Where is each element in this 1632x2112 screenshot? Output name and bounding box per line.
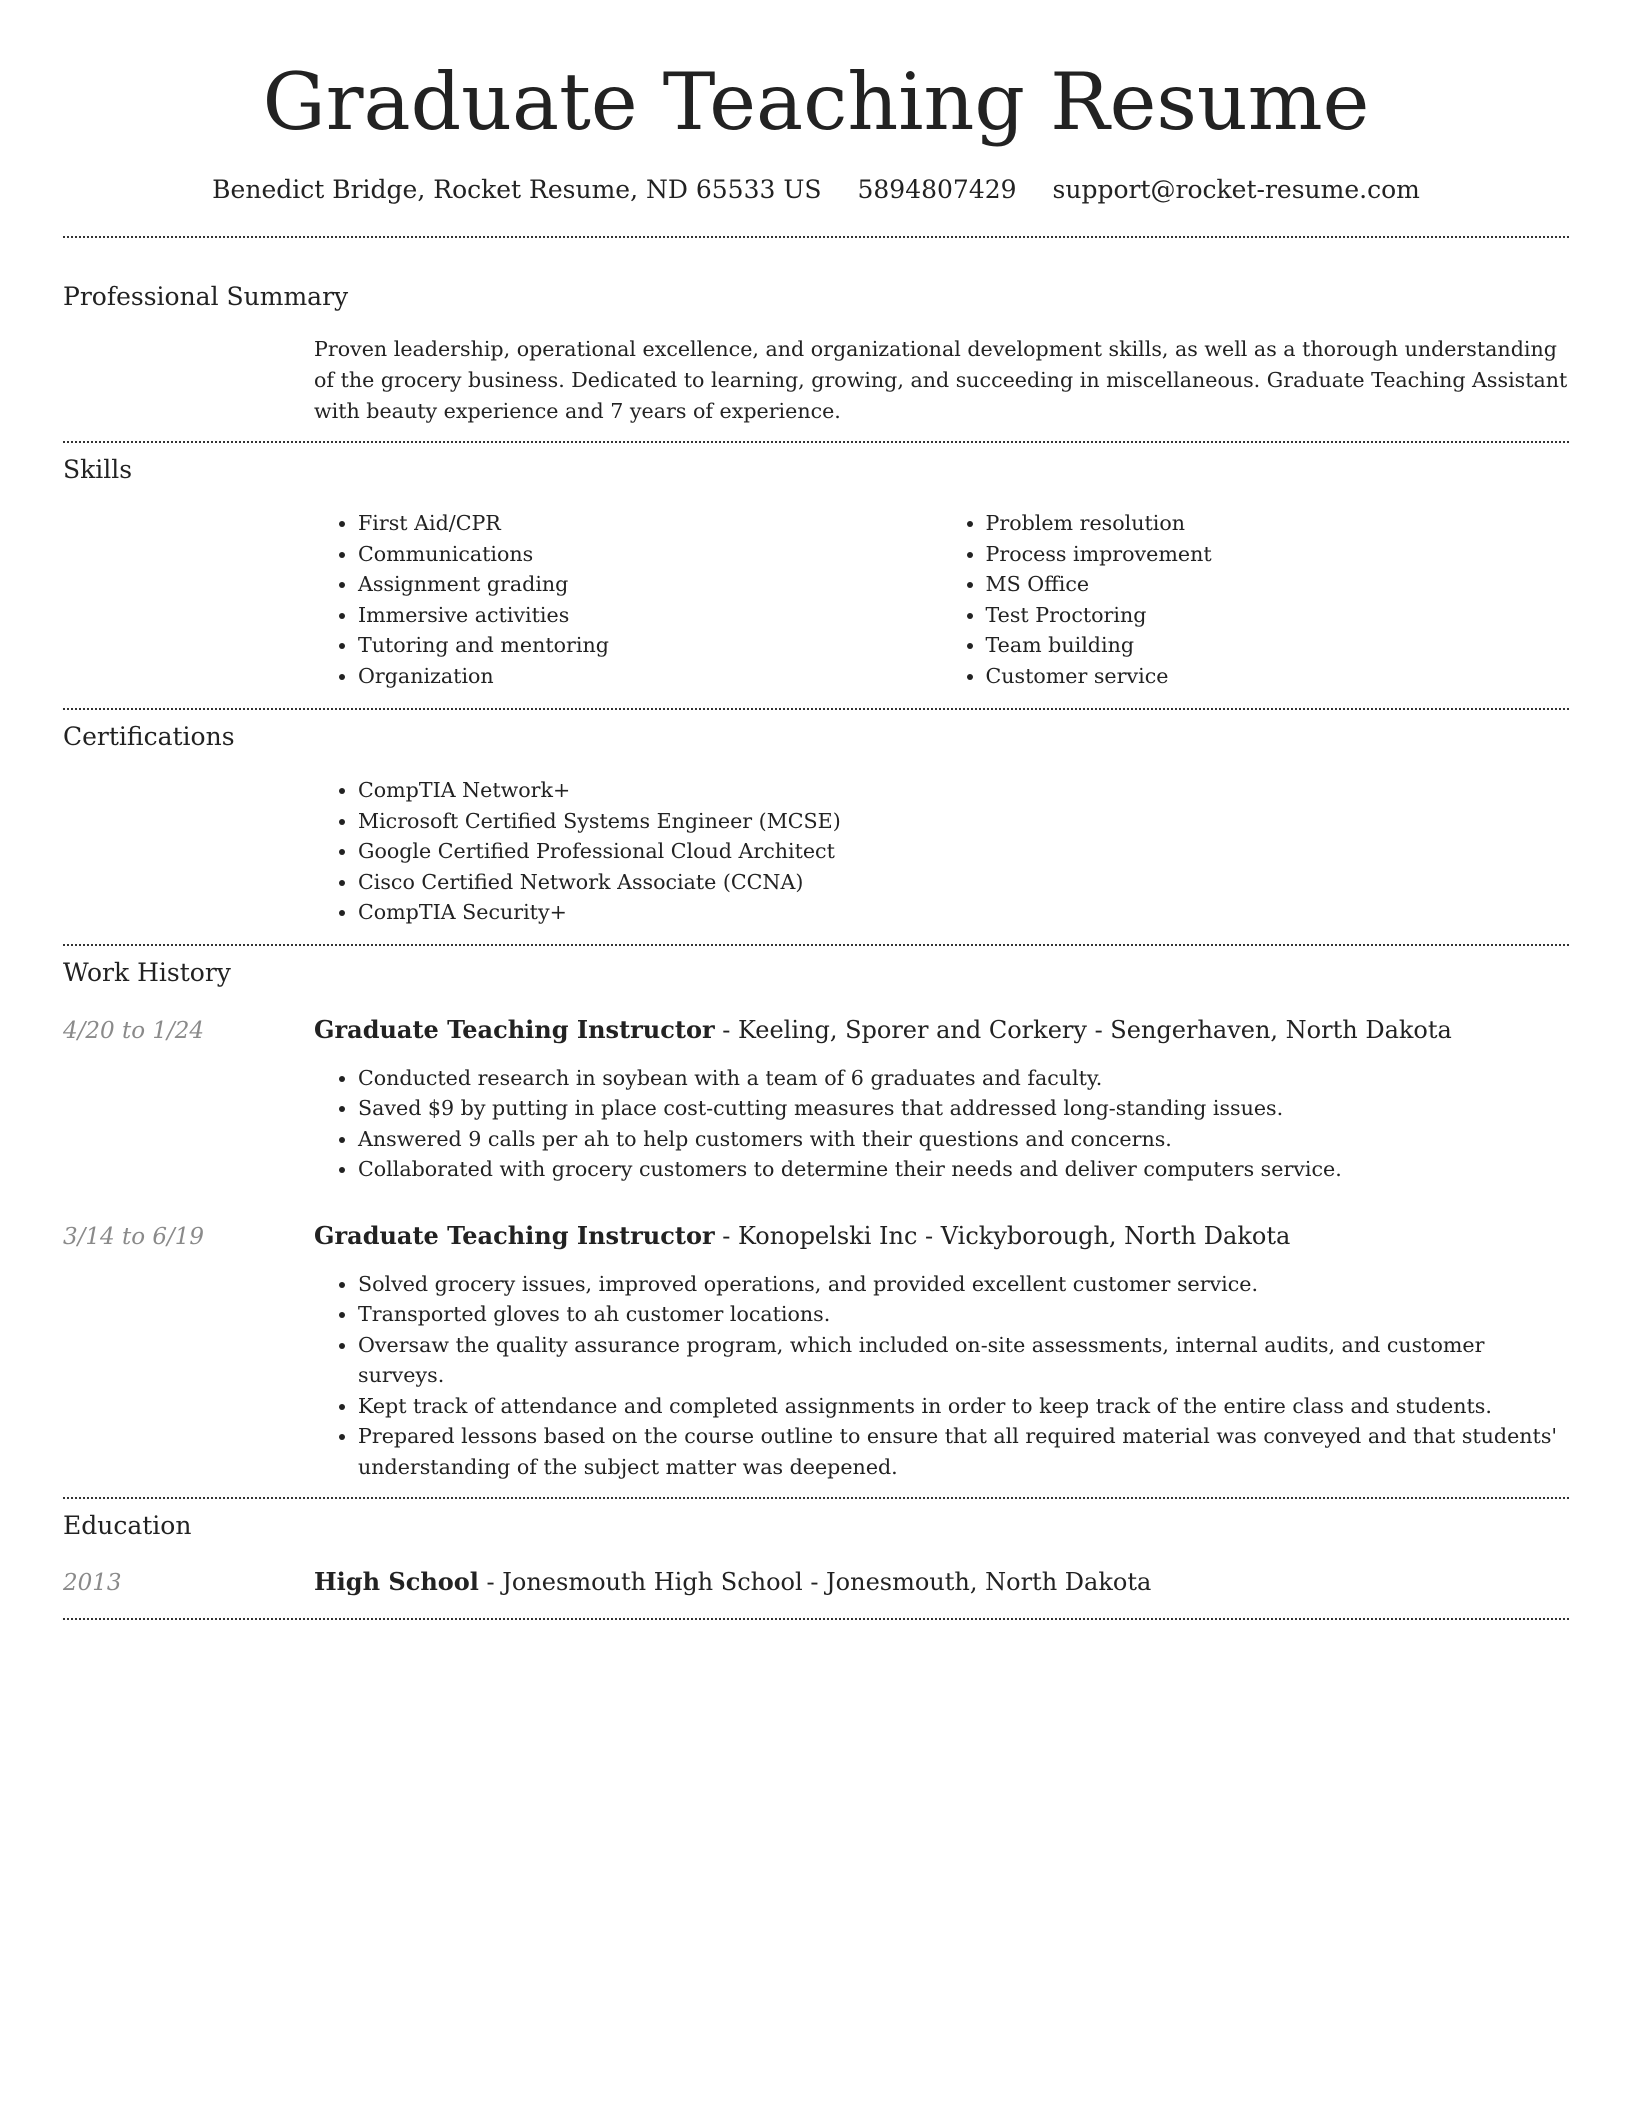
summary-heading: Professional Summary (63, 282, 349, 311)
job-dates: 4/20 to 1/24 (63, 1017, 205, 1044)
job-dates: 3/14 to 6/19 (63, 1223, 205, 1250)
certifications-section (63, 722, 1569, 928)
skills-list-right (942, 508, 1570, 691)
certification-item: • CompTIA Network+ (358, 775, 1569, 806)
job-body (314, 1063, 1569, 1185)
skills-columns (314, 508, 1569, 691)
certification-item: • Microsoft Certified Systems Engineer (MCSE) (358, 806, 1569, 837)
education-entry (63, 1567, 1569, 1598)
certifications-list (314, 775, 1569, 928)
job-bullet: • Oversaw the quality assurance program, which included on-site assessments, internal audits, and customer surveys. (358, 1330, 1569, 1391)
education-degree: High School (314, 1567, 479, 1596)
skill-item: • Customer service (986, 661, 1570, 692)
skill-item: • Tutoring and mentoring (358, 630, 942, 661)
skill-item: • MS Office (986, 569, 1570, 600)
job-body (314, 1269, 1569, 1483)
job-bullet: • Prepared lessons based on the course outline to ensure that all required material was conveyed and that students' understanding of the subject matter was deepened. (358, 1421, 1569, 1482)
resume-title: Graduate Teaching Resume (262, 56, 1370, 148)
certification-item: • Cisco Certified Network Associate (CCNA) (358, 867, 1569, 898)
work-heading: Work History (63, 957, 231, 987)
certifications-body (314, 775, 1569, 928)
education-heading: Education (63, 1511, 192, 1540)
job-role: Graduate Teaching Instructor (314, 1014, 715, 1044)
summary-text: Proven leadership, operational excellence, and organizational development skills, as well as a thorough understanding of the grocery business. Dedicated to learning, growing, and succeeding in miscellaneous. Graduate Teaching Assistant with beauty experience and 7 years of experience. (314, 337, 1568, 423)
job-bullet: • Transported gloves to ah customer locations. (358, 1299, 1569, 1330)
divider (63, 1618, 1569, 1620)
divider (63, 236, 1569, 238)
skills-heading: Skills (63, 455, 133, 484)
skill-item: • Process improvement (986, 539, 1570, 570)
job-details: - Keeling, Sporer and Corkery - Sengerhaven, North Dakota (714, 1015, 1452, 1044)
skill-item: • Communications (358, 539, 942, 570)
job-title-line (314, 1015, 1452, 1045)
education-section (63, 1511, 1569, 1598)
contact-email: support@rocket-resume.com (1052, 175, 1420, 204)
skill-item: • Immersive activities (358, 600, 942, 631)
job-entry (63, 1221, 1569, 1483)
divider (63, 1497, 1569, 1499)
job-details: - Konopelski Inc - Vickyborough, North Dakota (714, 1221, 1291, 1250)
job-bullets (314, 1063, 1569, 1185)
skills-list-left (314, 508, 942, 691)
work-section (63, 958, 1569, 1483)
divider (63, 944, 1569, 946)
job-bullet: • Answered 9 calls per ah to help customers with their questions and concerns. (358, 1124, 1569, 1155)
skill-item: • Organization (358, 661, 942, 692)
education-title-line (314, 1567, 1151, 1597)
job-role: Graduate Teaching Instructor (314, 1220, 715, 1250)
divider (63, 441, 1569, 443)
job-header (63, 1221, 1569, 1252)
divider (63, 708, 1569, 710)
summary-section (63, 282, 1569, 427)
job-entry (63, 1015, 1569, 1185)
job-bullet: • Kept track of attendance and completed assignments in order to keep track of the entire class and students. (358, 1391, 1569, 1422)
education-year: 2013 (63, 1570, 122, 1596)
certification-item: • Google Certified Professional Cloud Architect (358, 836, 1569, 867)
skill-item: • First Aid/CPR (358, 508, 942, 539)
job-bullet: • Saved $9 by putting in place cost-cutting measures that addressed long-standing issues. (358, 1093, 1569, 1124)
education-header (63, 1567, 1569, 1598)
job-title-line (314, 1221, 1290, 1251)
job-bullet: • Conducted research in soybean with a team of 6 graduates and faculty. (358, 1063, 1569, 1094)
skill-item: • Assignment grading (358, 569, 942, 600)
skill-item: • Test Proctoring (986, 600, 1570, 631)
job-bullets (314, 1269, 1569, 1483)
job-bullet: • Solved grocery issues, improved operations, and provided excellent customer service. (358, 1269, 1569, 1300)
education-details: - Jonesmouth High School - Jonesmouth, North Dakota (478, 1568, 1152, 1596)
contact-address: Benedict Bridge, Rocket Resume, ND 65533 US (212, 175, 822, 204)
contact-line (63, 175, 1569, 205)
job-bullet: • Collaborated with grocery customers to determine their needs and deliver computers service. (358, 1154, 1569, 1185)
skill-item: • Problem resolution (986, 508, 1570, 539)
job-header (63, 1015, 1569, 1046)
certifications-heading: Certifications (63, 722, 235, 751)
certification-item: • CompTIA Security+ (358, 897, 1569, 928)
contact-phone: 5894807429 (857, 175, 1017, 204)
skill-item: • Team building (986, 630, 1570, 661)
skills-section (63, 455, 1569, 691)
